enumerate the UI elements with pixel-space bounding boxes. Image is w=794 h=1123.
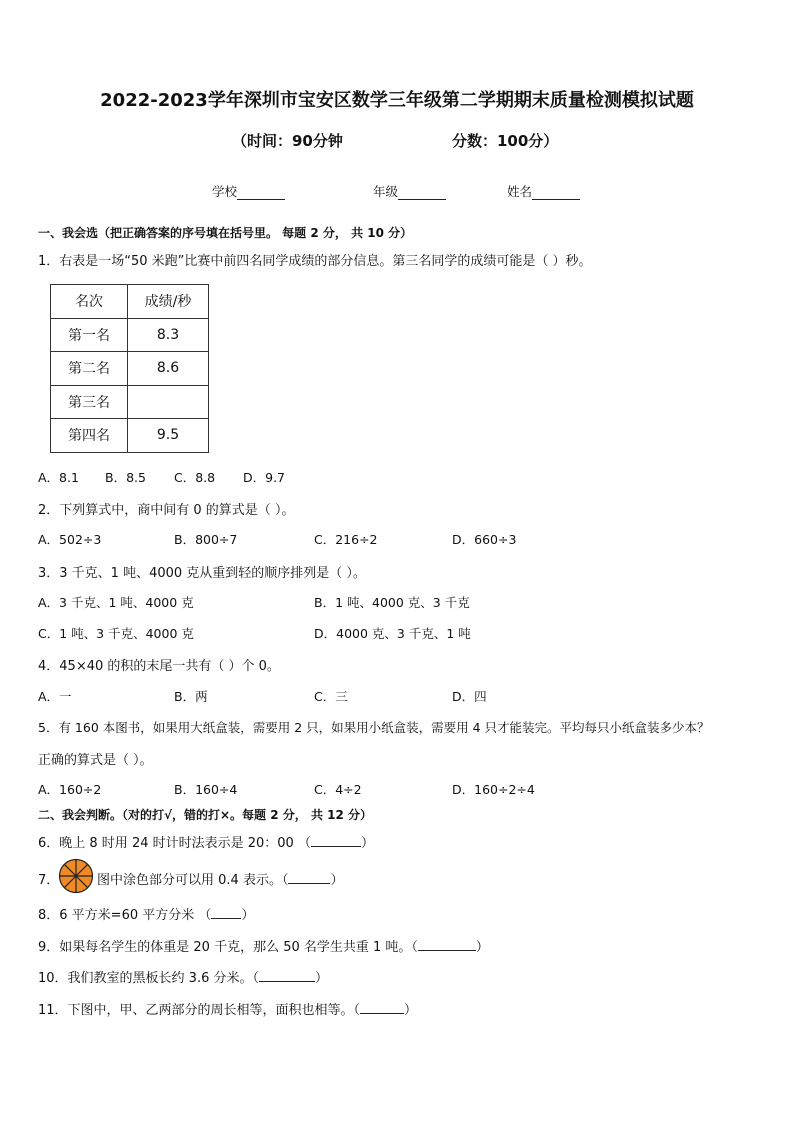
question-10 xyxy=(38,967,328,986)
question-6 xyxy=(38,832,374,851)
table-row xyxy=(51,352,209,386)
page-title: 2022-2023学年深圳市宝安区数学三年级第二学期期末质量检测模拟试题 xyxy=(100,90,694,111)
answer-blank[interactable] xyxy=(418,937,476,951)
question-1: 1．右表是一场“50 米跑”比赛中前四名同学成绩的部分信息。第三名同学的成绩可能是（ ）秒。 xyxy=(38,254,592,269)
q1-option-d[interactable]: D．9.7 xyxy=(243,470,286,485)
exam-score: 分数：100分） xyxy=(452,132,559,150)
paren-close: ） xyxy=(404,1003,418,1018)
grade-blank[interactable] xyxy=(398,185,446,200)
question-7 xyxy=(97,869,343,888)
answer-blank[interactable] xyxy=(360,1000,404,1014)
answer-blank[interactable] xyxy=(311,833,361,847)
pie-figure xyxy=(58,858,94,894)
score-table xyxy=(50,284,209,453)
q4-option-a[interactable]: A．一 xyxy=(38,689,72,704)
q3-option-b[interactable]: B．1 吨、4000 克、3 千克 xyxy=(314,595,470,610)
q2-option-c[interactable]: C．216÷2 xyxy=(314,532,378,547)
table-cell: 8.6 xyxy=(128,352,209,386)
table-header: 成绩/秒 xyxy=(128,285,209,319)
table-header: 名次 xyxy=(51,285,128,319)
pie-icon xyxy=(58,858,94,894)
q1-option-b[interactable]: B．8.5 xyxy=(105,470,146,485)
question-8 xyxy=(38,904,254,923)
exam-time: （时间：90分钟 xyxy=(232,132,343,150)
school-label: 学校 xyxy=(212,184,238,199)
q4-option-b[interactable]: B．两 xyxy=(174,689,208,704)
q3-option-a[interactable]: A．3 千克、1 吨、4000 克 xyxy=(38,595,194,610)
question-2: 2．下列算式中，商中间有 0 的算式是（ ）。 xyxy=(38,503,295,518)
name-field[interactable] xyxy=(507,182,580,200)
paren-close: ） xyxy=(241,908,255,923)
section1-heading: 一、我会选（把正确答案的序号填在括号里。 每题 2 分， 共 10 分） xyxy=(38,226,413,240)
question-11 xyxy=(38,999,417,1018)
table-row xyxy=(51,419,209,453)
q3-option-d[interactable]: D．4000 克、3 千克、1 吨 xyxy=(314,626,471,641)
question-4: 4．45×40 的积的末尾一共有（ ）个 0。 xyxy=(38,659,280,674)
name-label: 姓名 xyxy=(507,184,533,199)
paren-close: ） xyxy=(330,873,344,888)
q5-option-d[interactable]: D．160÷2÷4 xyxy=(452,782,535,797)
q1-option-c[interactable]: C．8.8 xyxy=(174,470,216,485)
answer-blank[interactable] xyxy=(211,905,241,919)
q2-option-d[interactable]: D．660÷3 xyxy=(452,532,517,547)
paren-close: ） xyxy=(314,971,328,986)
q2-option-b[interactable]: B．800÷7 xyxy=(174,532,238,547)
table-row xyxy=(51,385,209,419)
table-header-row xyxy=(51,285,209,319)
question-6-text: 6．晚上 8 时用 24 时计时法表示是 20：00 （ xyxy=(38,836,311,851)
table-cell: 第三名 xyxy=(51,385,128,419)
q1-option-a[interactable]: A．8.1 xyxy=(38,470,79,485)
name-blank[interactable] xyxy=(532,185,580,200)
q2-option-a[interactable]: A．502÷3 xyxy=(38,532,102,547)
school-blank[interactable] xyxy=(237,185,285,200)
question-11-text: 11．下图中，甲、乙两部分的周长相等，面积也相等。（ xyxy=(38,1003,361,1018)
grade-label: 年级 xyxy=(373,184,399,199)
table-cell: 8.3 xyxy=(128,318,209,352)
q4-option-c[interactable]: C．三 xyxy=(314,689,348,704)
answer-blank[interactable] xyxy=(288,870,330,884)
question-8-text: 8．6 平方米=60 平方分米 （ xyxy=(38,908,212,923)
table-cell: 9.5 xyxy=(128,419,209,453)
q5-option-a[interactable]: A．160÷2 xyxy=(38,782,102,797)
question-5: 5．有 160 本图书，如果用大纸盒装，需要用 2 只，如果用小纸盒装，需要用 4 只才能装完。平均每只小纸盒装多少本？ xyxy=(38,720,710,735)
grade-field[interactable] xyxy=(373,182,446,200)
q3-option-c[interactable]: C．1 吨、3 千克、4000 克 xyxy=(38,626,194,641)
question-7-number: 7． xyxy=(38,873,60,888)
school-field[interactable] xyxy=(212,182,285,200)
question-7-text: 图中涂色部分可以用 0.4 表示。（ xyxy=(97,873,289,888)
q5-option-c[interactable]: C．4÷2 xyxy=(314,782,362,797)
q5-option-b[interactable]: B．160÷4 xyxy=(174,782,238,797)
question-9 xyxy=(38,936,489,955)
table-cell: 第二名 xyxy=(51,352,128,386)
q4-option-d[interactable]: D．四 xyxy=(452,689,487,704)
question-5-line2: 正确的算式是（ ）。 xyxy=(38,753,153,768)
paren-close: ） xyxy=(360,836,374,851)
table-cell: 第一名 xyxy=(51,318,128,352)
question-10-text: 10．我们教室的黑板长约 3.6 分米。（ xyxy=(38,971,259,986)
section2-heading: 二、我会判断。（对的打√，错的打×。每题 2 分， 共 12 分） xyxy=(38,808,372,822)
table-cell: 第四名 xyxy=(51,419,128,453)
question-9-text: 9．如果每名学生的体重是 20 千克，那么 50 名学生共重 1 吨。（ xyxy=(38,940,418,955)
paren-close: ） xyxy=(475,940,489,955)
question-3: 3．3 千克、1 吨、4000 克从重到轻的顺序排列是（ ）。 xyxy=(38,566,366,581)
answer-blank[interactable] xyxy=(259,968,315,982)
table-cell xyxy=(128,385,209,419)
table-row xyxy=(51,318,209,352)
